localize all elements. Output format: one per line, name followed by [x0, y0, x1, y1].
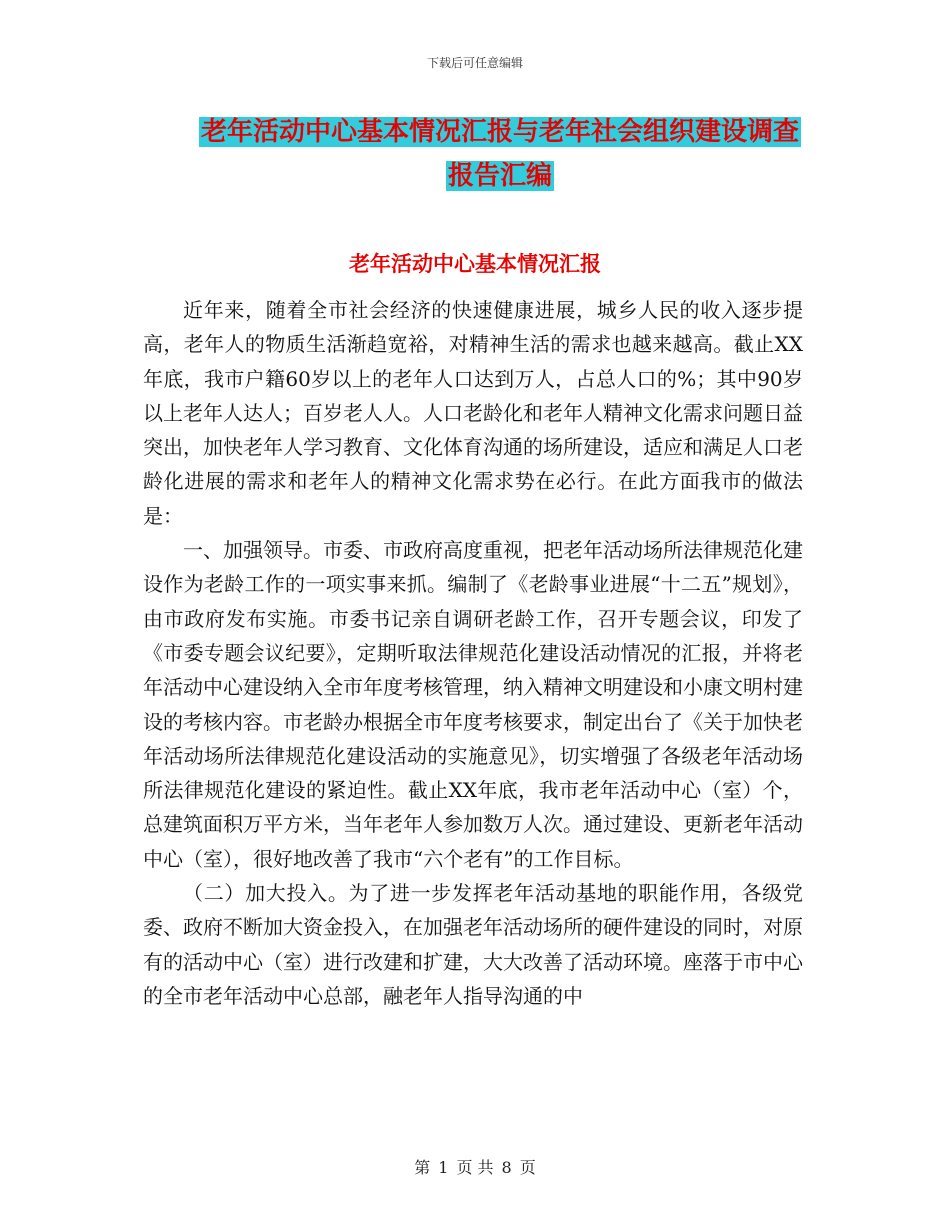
paragraph: 一、加强领导。市委、市政府高度重视，把老年活动场所法律规范化建设作为老龄工作的一项实事来抓。编制了《老龄事业进展“十二五”规划》，由市政府发布实施。市委书记亲自调研老龄工作，召开专题会议，印发了《市委专题会议纪要》，定期听取法律规范化建设活动情况的汇报，并将老年活动中心建设纳入全市年度考核管理，纳入精神文明建设和小康文明村建设的考核内容。市老龄办根据全市年度考核要求，制定出台了《关于加快老年活动场所法律规范化建设活动的实施意见》，切实增强了各级老年活动场所法律规范化建设的紧迫性。截止XX年底，我市老年活动中心（室）个，总建筑面积万平方米，当年老年人参加数万人次。通过建设、更新老年活动中心（室），很好地改善了我市“六个老有”的工作目标。: [143, 538, 803, 871]
paragraph: （二）加大投入。为了进一步发挥老年活动基地的职能作用，各级党委、政府不断加大资金投入，在加强老年活动场所的硬件建设的同时，对原有的活动中心（室）进行改建和扩建，大大改善了活动环境。座落于市中心的全市老年活动中心总部，融老年人指导沟通的中: [143, 881, 803, 1008]
paragraph: 近年来，随着全市社会经济的快速健康进展，城乡人民的收入逐步提高，老年人的物质生活渐趋宽裕，对精神生活的需求也越来越高。截止XX年底，我市户籍60岁以上的老年人口达到万人，占总人口的%；其中90岁以上老年人达人；百岁老人人。人口老龄化和老年人精神文化需求问题日益突出，加快老年人学习教育、文化体育沟通的场所建设，适应和满足人口老龄化进展的需求和老年人的精神文化需求势在必行。在此方面我市的做法是：: [143, 298, 803, 528]
document-title-line-2: 报告汇编: [447, 161, 552, 191]
page-footer: [0, 1155, 950, 1178]
header-note: 下载后可任意编辑: [426, 56, 523, 70]
section-title: 老年活动中心基本情况汇报: [349, 252, 601, 276]
document-title: [150, 110, 850, 198]
document-title-line-1: 老年活动中心基本情况汇报与老年社会组织建设调查: [200, 117, 799, 147]
page-label-mid: 页 共: [456, 1158, 494, 1177]
page-current: 1: [438, 1158, 449, 1177]
document-body: [143, 293, 803, 1013]
page-label-prefix: 第: [414, 1158, 431, 1177]
page-label-suffix: 页: [519, 1158, 536, 1177]
page-total: 8: [501, 1158, 512, 1177]
